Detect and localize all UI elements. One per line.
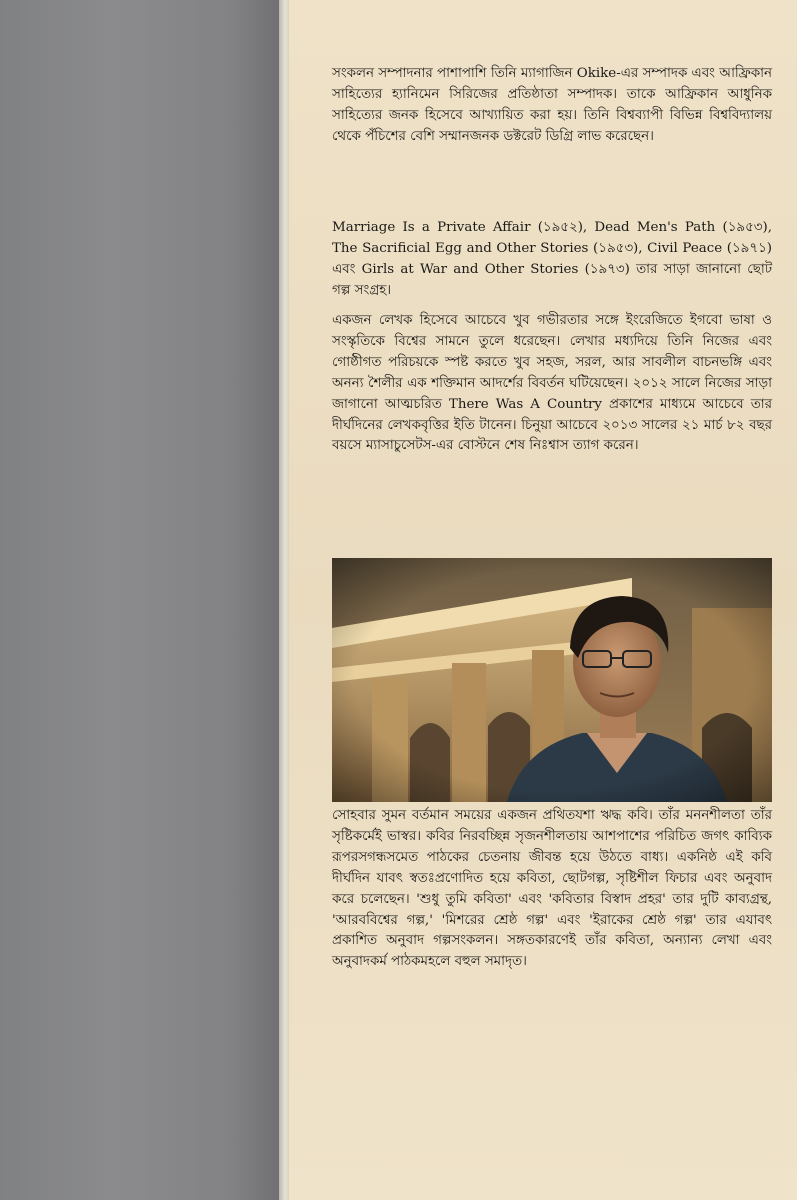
portrait-illustration [332, 558, 772, 802]
translator-bio-paragraph [332, 806, 772, 973]
paragraph-4-text: সোহবার সুমন বর্তমান সময়ের একজন প্রথিতযশা ঋদ্ধ কবি। তাঁর মননশীলতা তাঁর সৃষ্টিকর্মেই ভাস্বর। কবির নিরবচ্ছিন্ন সৃজনশীলতায় আশপাশের পরিচিত জগৎ কাব্যিক রূপরসগন্ধসমেত পাঠকের চেতনায় জীবন্ত হয়ে উঠতে বাধ্য। একনিষ্ঠ এই কবি দীর্ঘদিন যাবৎ স্বতঃপ্রণোদিত হয়ে কবিতা, ছোটগল্প, সৃষ্টিশীল ফিচার এবং অনুবাদ করে চলেছেন। 'শুধু তুমি কবিতা' এবং 'কবিতার বিস্বাদ প্রহর' তার দুটি কাব্যগ্রন্থ, 'আরববিশ্বের গল্প,' 'মিশরের শ্রেষ্ঠ গল্প' এবং 'ইরাকের শ্রেষ্ঠ গল্প' তার এযাবৎ প্রকাশিত অনুবাদ গল্পসংকলন। সঙ্গতকারণেই তাঁর কবিতা, অন্যান্য লেখা এবং অনুবাদকর্ম পাঠকমহলে বহুল সমাদৃত। [332, 808, 772, 970]
author-bio-paragraph-1 [332, 64, 772, 148]
translator-portrait-photo [332, 558, 772, 802]
paragraph-1-text: সংকলন সম্পাদনার পাশাপাশি তিনি ম্যাগাজিন Okike-এর সম্পাদক এবং আফ্রিকান সাহিত্যের হ্যানিমেন সিরিজের প্রতিষ্ঠাতা সম্পাদক। তাকে আফ্রিকান আধুনিক সাহিত্যের জনক হিসেবে আখ্যায়িত করা হয়। তিনি বিশ্বব্যাপী বিভিন্ন বিশ্ববিদ্যালয় থেকে পঁচিশের বেশি সম্মানজনক ডক্টরেট ডিগ্রি লাভ করেছেন। [332, 66, 772, 144]
book-spine [0, 0, 286, 1200]
paragraph-3-text: একজন লেখক হিসেবে আচেবে খুব গভীরতার সঙ্গে ইংরেজিতে ইগবো ভাষা ও সংস্কৃতিকে বিশ্বের সামনে তুলে ধরেছেন। লেখার মধ্যদিয়ে তিনি নিজের এবং গোষ্ঠীগত পরিচয়কে স্পষ্ট করতে খুব সহজ, সরল, আর সাবলীল বাচনভঙ্গি এবং অনন্য শৈলীর এক শক্তিমান আদর্শের বিবর্তন ঘটিয়েছেন। ২০১২ সালে নিজের সাড়া জাগানো আত্মচরিত There Was A Country প্রকাশের মাধ্যমে আচেবে তার দীর্ঘদিনের লেখকবৃত্তির ইতি টানেন। চিনুয়া আচেবে ২০১৩ সালের ২১ মার্চ ৮২ বছর বয়সে ম্যাসাচুসেটস-এর বোস্টনে শেষ নিঃশ্বাস ত্যাগ করেন। [332, 313, 772, 454]
paragraph-2-text: Marriage Is a Private Affair (১৯৫২), Dead Men's Path (১৯৫৩), The Sacrificial Egg and Other Stories (১৯৫৩), Civil Peace (১৯৭১) এবং Girls at War and Other Stories (১৯৭৩) তার সাড়া জানানো ছোট গল্প সংগ্রহ। [332, 220, 772, 298]
spine-edge [279, 0, 289, 1200]
author-bio-paragraph-3 [332, 311, 772, 457]
short-story-collections-paragraph [332, 218, 772, 302]
